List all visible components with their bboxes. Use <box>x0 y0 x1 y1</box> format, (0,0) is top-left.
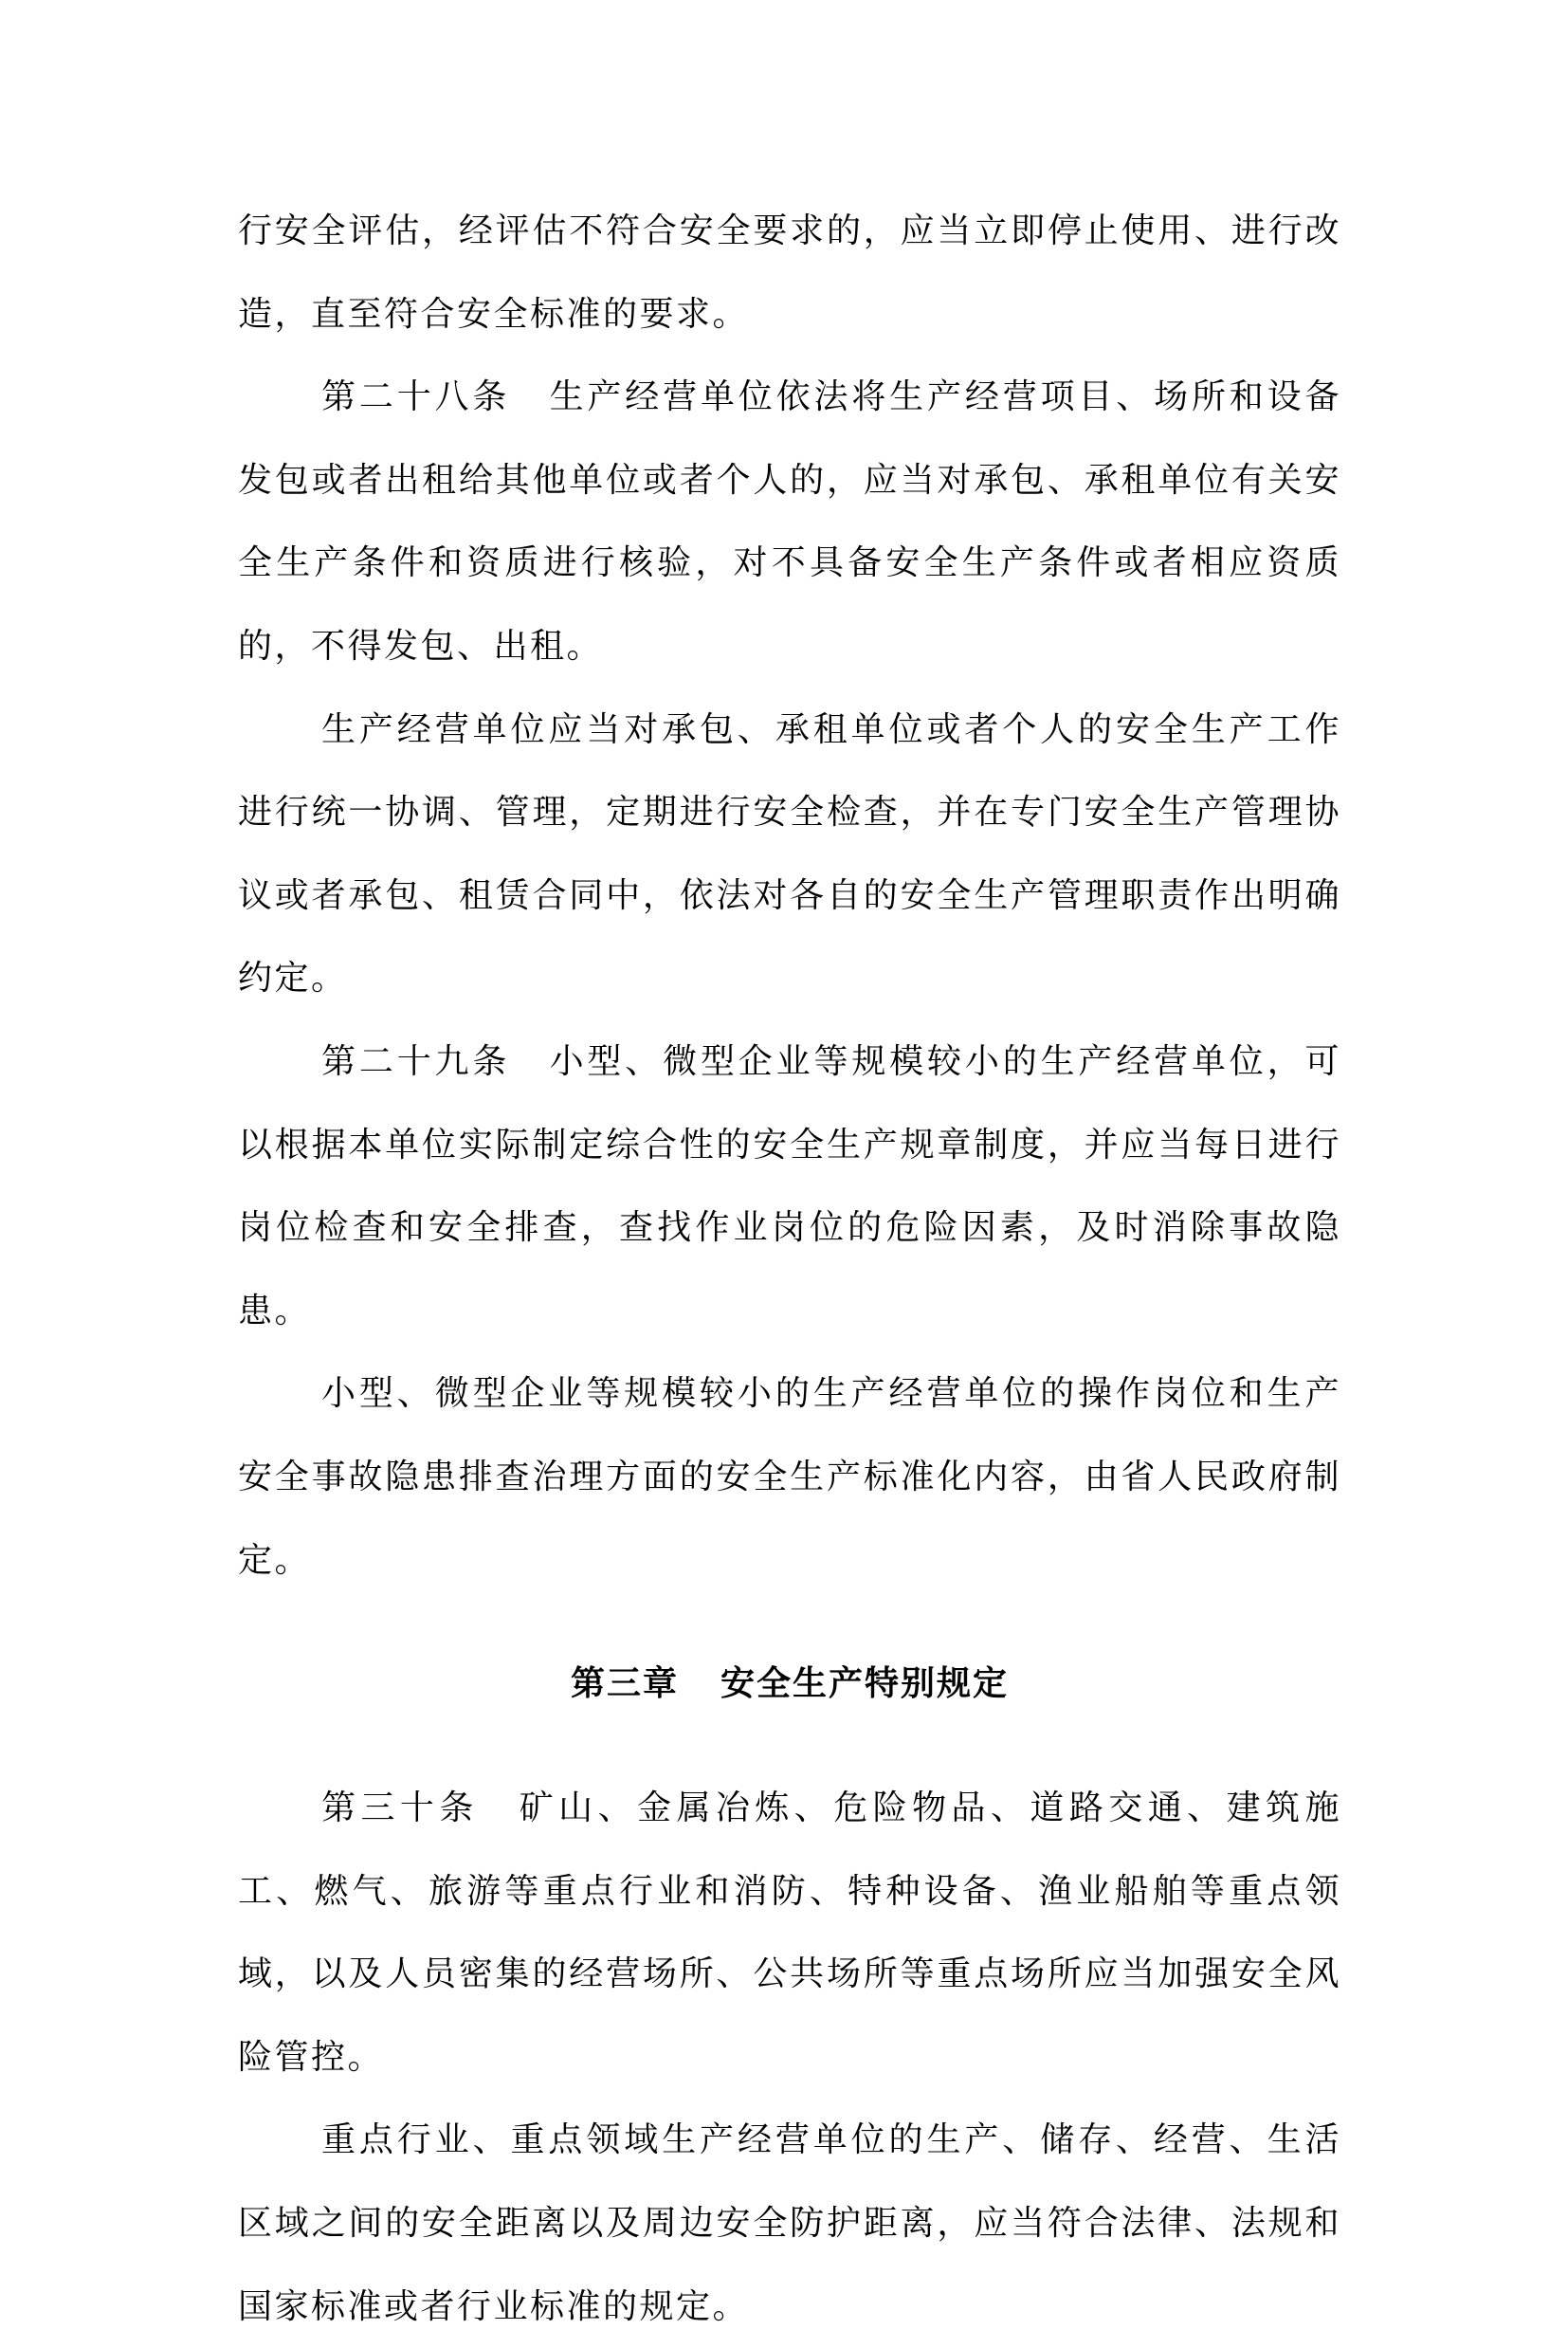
paragraph-text: 生产经营单位应当对承包、承租单位或者个人的安全生产工作进行统一协调、管理，定期进行安全检查，并在专门安全生产管理协议或者承包、租赁合同中，依法对各自的安全生产管理职责作出明确约定。 <box>238 709 1341 999</box>
paragraph-continuation <box>238 190 1341 356</box>
article-29-paragraph-2 <box>238 1352 1341 1602</box>
article-28-paragraph-2 <box>238 688 1341 1020</box>
article-number: 第二十八条 <box>321 377 511 417</box>
paragraph-text: 行安全评估，经评估不符合安全要求的，应当立即停止使用、进行改造，直至符合安全标准的要求。 <box>238 211 1341 334</box>
article-text: 生产经营单位依法将生产经营项目、场所和设备发包或者出租给其他单位或者个人的，应当对承包、承租单位有关安全生产条件和资质进行核验，对不具备安全生产条件或者相应资质的，不得发包、出租。 <box>238 377 1341 666</box>
article-number: 第三十条 <box>321 1789 479 1828</box>
article-28 <box>238 356 1341 688</box>
chapter-number: 第三章 <box>570 1664 679 1704</box>
article-text: 矿山、金属冶炼、危险物品、道路交通、建筑施工、燃气、旅游等重点行业和消防、特种设备、渔业船舶等重点领域，以及人员密集的经营场所、公共场所等重点场所应当加强安全风险管控。 <box>238 1789 1341 2077</box>
article-29 <box>238 1020 1341 1352</box>
paragraph-text: 重点行业、重点领域生产经营单位的生产、储存、经营、生活区域之间的安全距离以及周边安全防护距离，应当符合法律、法规和国家标准或者行业标准的规定。 <box>238 2120 1341 2326</box>
chapter-heading <box>238 1602 1341 1767</box>
paragraph-text: 小型、微型企业等规模较小的生产经营单位的操作岗位和生产安全事故隐患排查治理方面的安全生产标准化内容，由省人民政府制定。 <box>238 1374 1341 1580</box>
article-30 <box>238 1767 1341 2099</box>
article-number: 第二十九条 <box>321 1041 511 1081</box>
document-body <box>238 190 1341 2348</box>
article-text: 小型、微型企业等规模较小的生产经营单位，可以根据本单位实际制定综合性的安全生产规章制度，并应当每日进行岗位检查和安全排查，查找作业岗位的危险因素，及时消除事故隐患。 <box>238 1041 1341 1330</box>
chapter-title: 安全生产特别规定 <box>720 1664 1010 1704</box>
article-30-paragraph-2 <box>238 2099 1341 2348</box>
